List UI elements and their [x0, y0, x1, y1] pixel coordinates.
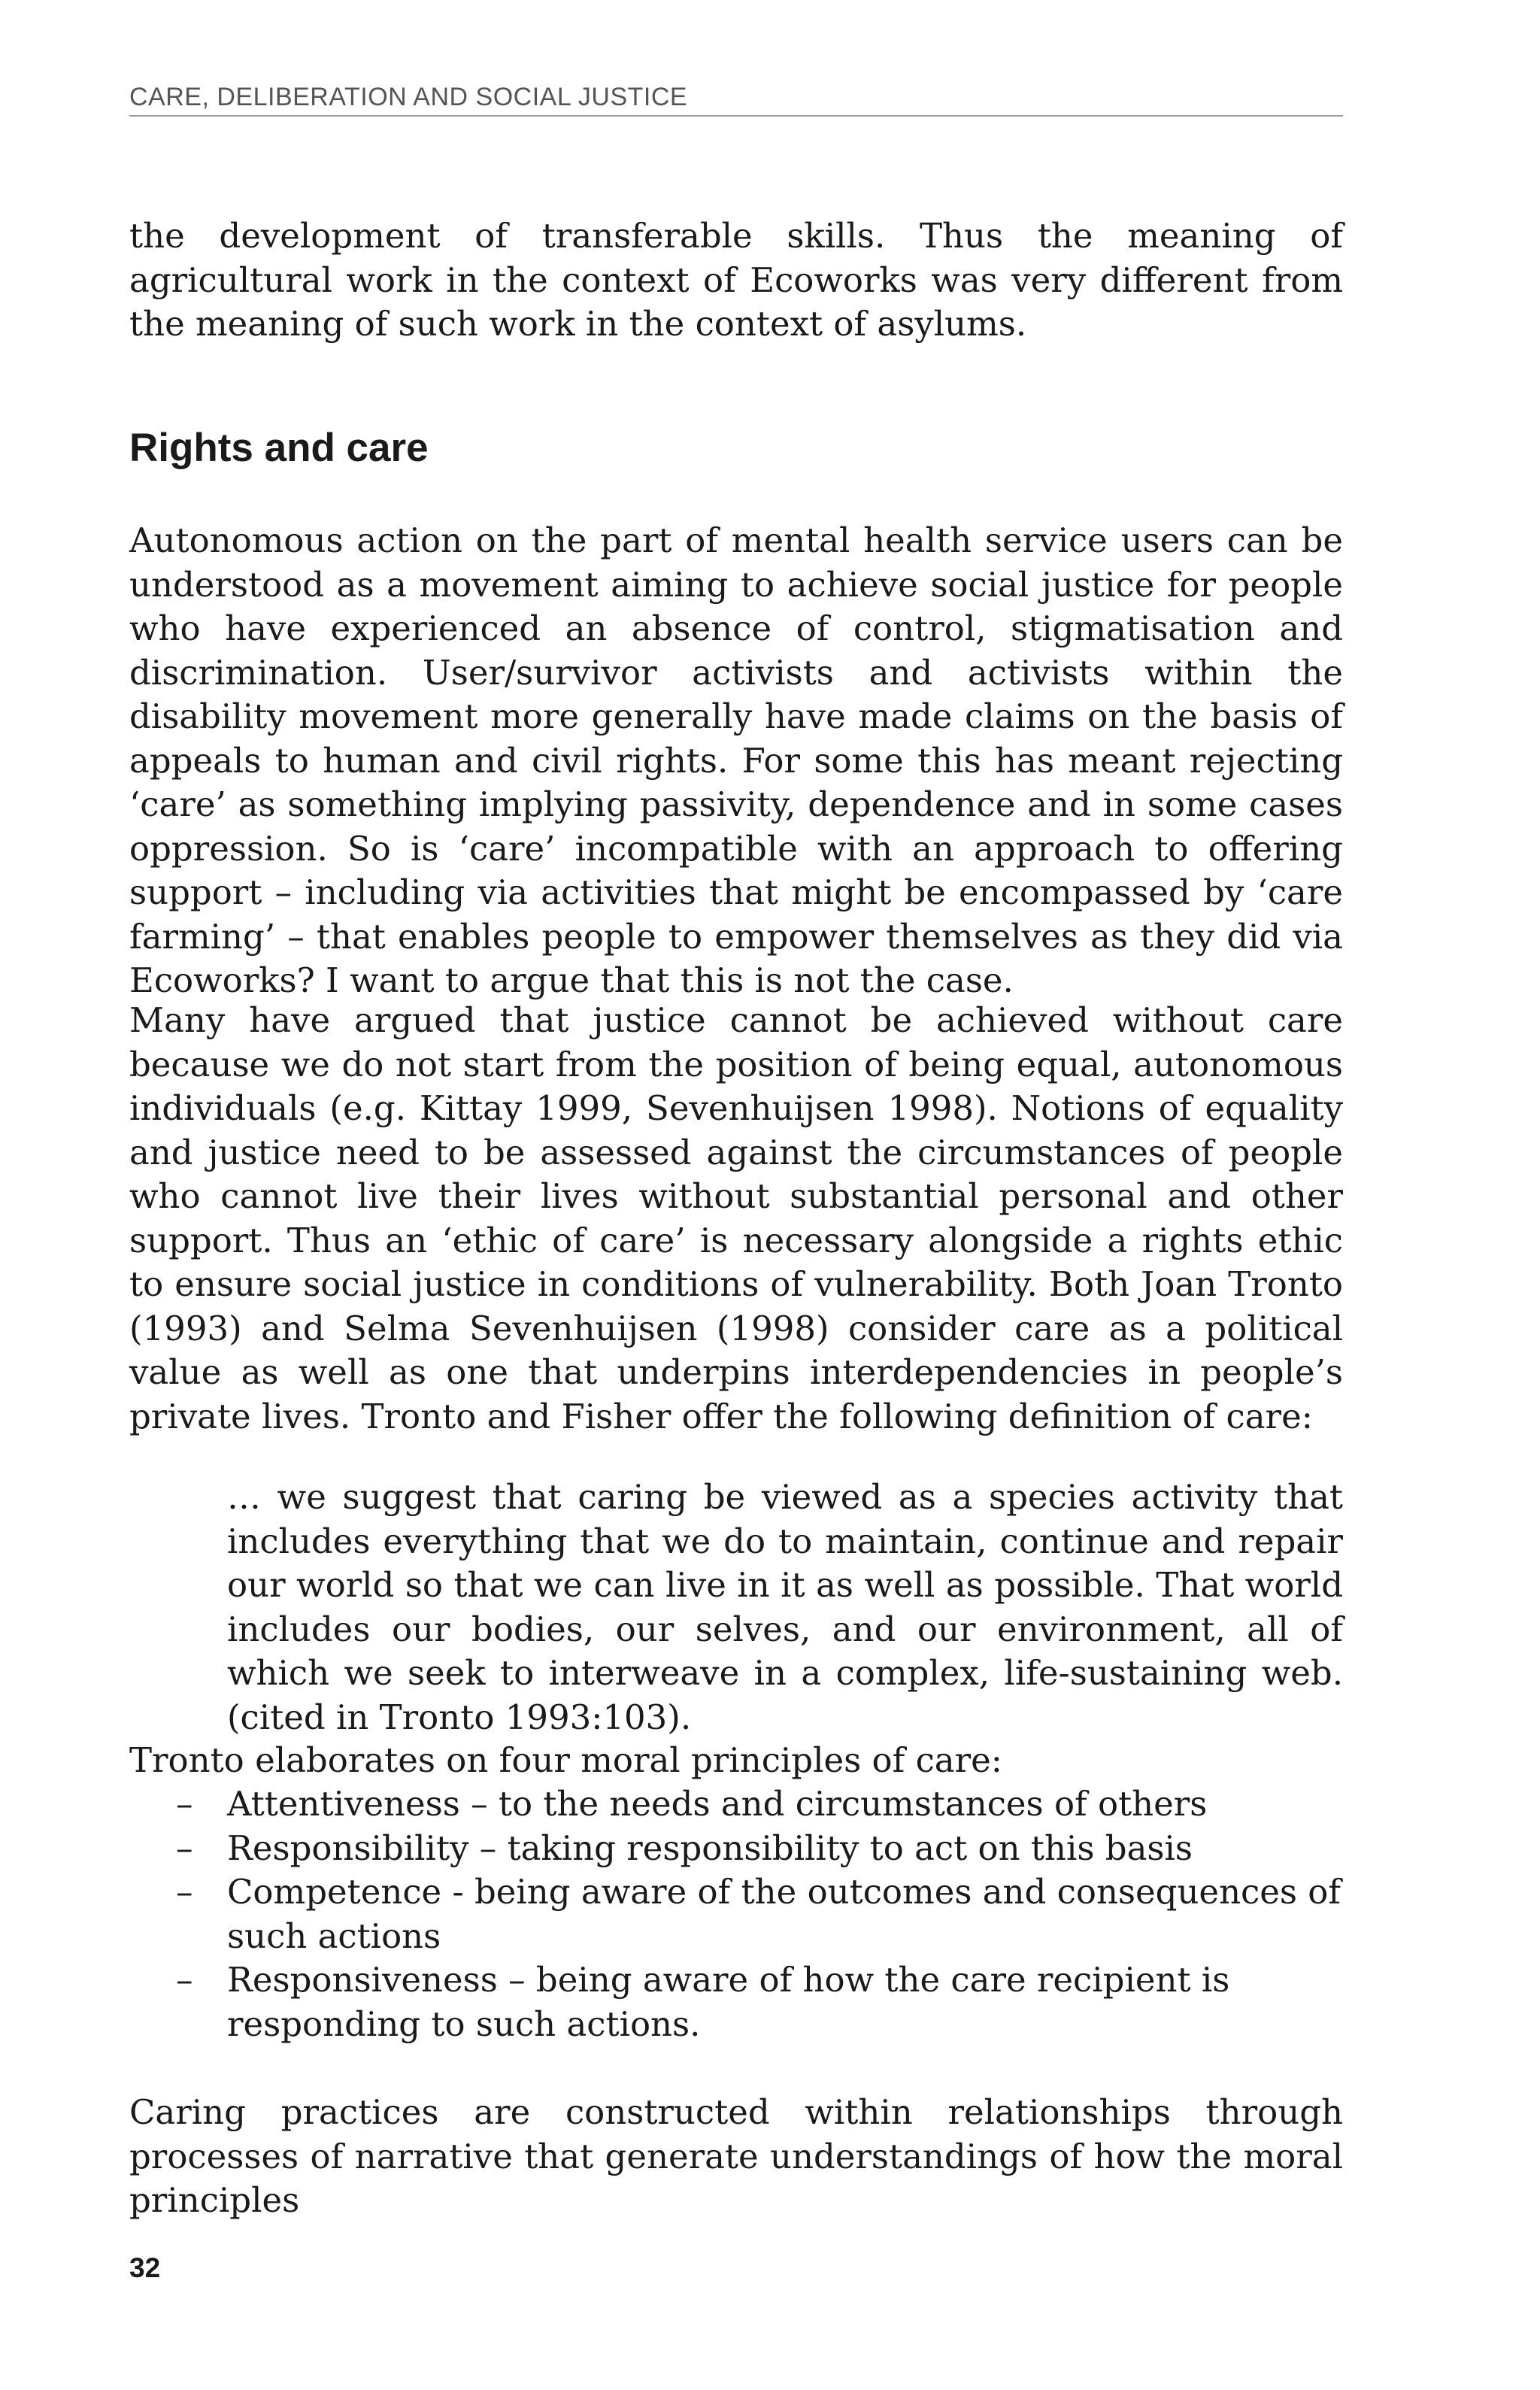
- dash-bullet: –: [176, 1827, 193, 1868]
- paragraph-rights: Autonomous action on the part of mental health service users can be understood as a movement aiming to achieve social justice for people who have experienced an absence of control, stigmatisation and discrimination. User/survivor activists and activists within the disability movement more generally have made claims on the basis of appeals to human and civil rights. For some this has meant rejecting ‘care’ as something implying passivity, dependence and in some cases oppression. So is ‘care’ incompatible with an approach to offering support – including via activities that might be encompassed by ‘care farming’ – that enables people to empower themselves as they did via Ecoworks? I want to argue that this is not the case.: [129, 520, 1343, 1000]
- paragraph-caring: Caring practices are constructed within relationships through processes of narrative that generate understandings of how the moral principles: [129, 2092, 1343, 2220]
- block-quote: … we suggest that caring be viewed as a species activity that includes everything that we do to maintain, continue and repair our world so that we can live in it as well as possible. That world includes our bodies, our selves, and our environment, all of which we seek to interweave in a complex, life-sustaining web. (cited in Tronto 1993:103).: [227, 1477, 1343, 1737]
- list-item: [129, 1870, 1343, 1958]
- paragraph-justice-care: Many have argued that justice cannot be achieved without care because we do not start from the position of being equal, autonomous individuals (e.g. Kittay 1999, Sevenhuijsen 1998). Notions of equality and justice need to be assessed against the circumstances of people who cannot live their lives without substantial personal and other support. Thus an ‘ethic of care’ is necessary alongside a rights ethic to ensure social justice in conditions of vulnerability. Both Joan Tronto (1993) and Selma Sevenhuijsen (1998) consider care as a political value as well as one that underpins interdependencies in people’s private lives. Tronto and Fisher offer the following definition of care:: [129, 1000, 1343, 1436]
- dash-bullet: –: [176, 1872, 193, 1912]
- list-item: [129, 1782, 1343, 1827]
- principles-list: [129, 1782, 1343, 2046]
- page-number: 32: [129, 2252, 161, 2283]
- list-item-text: Attentiveness – to the needs and circumstances of others: [227, 1784, 1208, 1824]
- dash-bullet: –: [176, 1784, 193, 1824]
- dash-bullet: –: [176, 1960, 193, 2000]
- list-item-text: Responsibility – taking responsibility to act on this basis: [227, 1827, 1193, 1868]
- list-item-text: Competence - being aware of the outcomes and consequences of such actions: [227, 1872, 1341, 1956]
- running-head: CARE, DELIBERATION AND SOCIAL JUSTICE: [129, 83, 1343, 117]
- paragraph-intro: the development of transferable skills. Thus the meaning of agricultural work in the context of Ecoworks was very different from the meaning of such work in the context of asylums.: [129, 216, 1343, 344]
- section-heading: Rights and care: [129, 426, 429, 470]
- paragraph-tronto: Tronto elaborates on four moral principles of care:: [129, 1740, 1002, 1780]
- list-item: [129, 1958, 1343, 2046]
- list-item: [129, 1827, 1343, 1871]
- list-item-text: Responsiveness – being aware of how the care recipient is responding to such actions.: [227, 1960, 1230, 2044]
